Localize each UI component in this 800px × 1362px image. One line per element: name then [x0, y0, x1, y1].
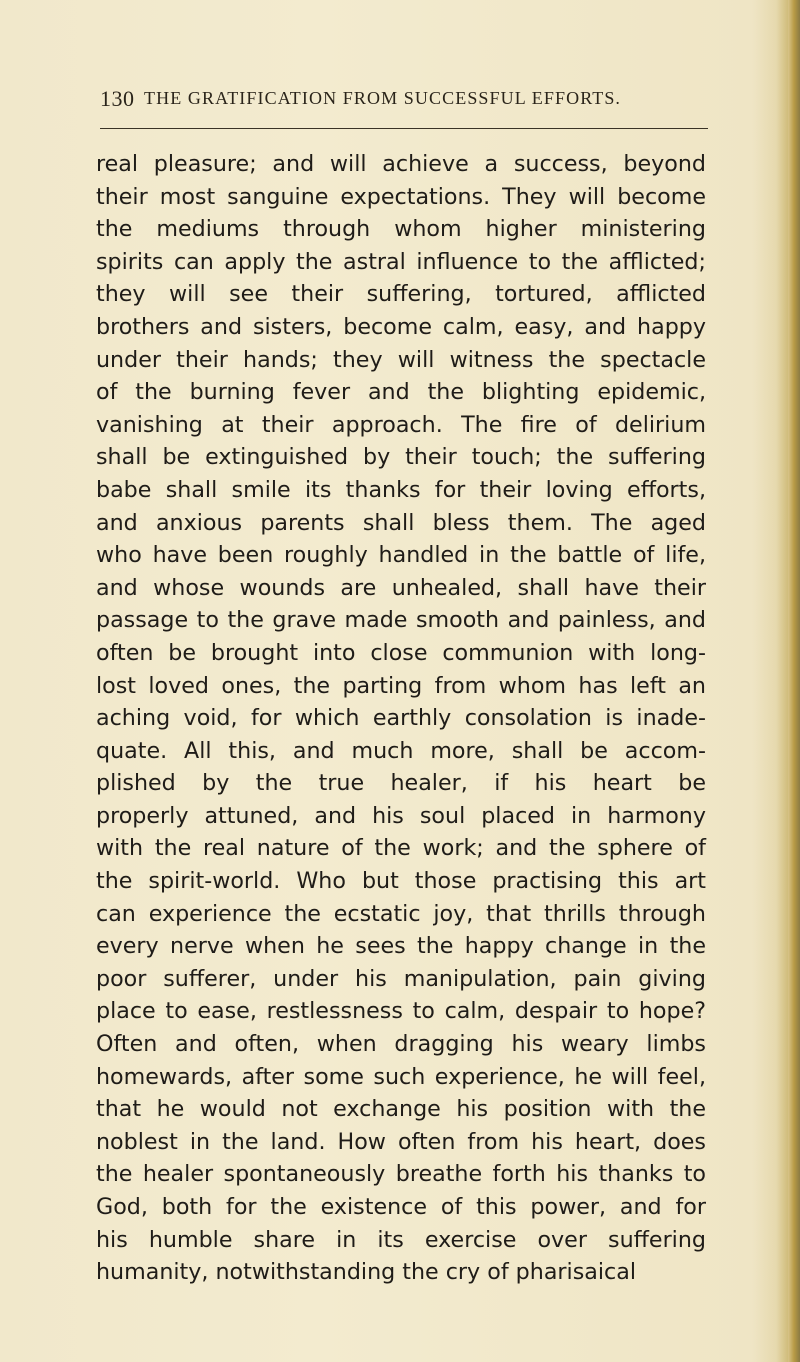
text-line: Often and often, when dragging his weary limbs [96, 1031, 706, 1058]
text-line: under their hands; they will witness the spectacle [96, 346, 706, 373]
text-line: place to ease, restlessness to calm, despair to hope? [96, 998, 706, 1025]
text-line: they will see their suffering, tortured, afflicted [96, 281, 706, 308]
text-line: properly attuned, and his soul placed in harmony [96, 802, 706, 829]
text-line: lost loved ones, the parting from whom has left an [96, 672, 706, 699]
text-line: spirits can apply the astral influence to the afflicted; [96, 248, 706, 275]
text-line: the mediums through whom higher ministering [96, 216, 706, 243]
text-line: and whose wounds are unhealed, shall have their [96, 574, 706, 601]
text-line: noblest in the land. How often from his heart, does [96, 1128, 706, 1155]
running-head: THE GRATIFICATION FROM SUCCESSFUL EFFORTS. [144, 88, 622, 108]
text-line: God, both for the existence of this power, and for [96, 1194, 706, 1220]
text-line: shall be extinguished by their touch; the suffering [96, 444, 706, 471]
text-line: often be brought into close communion with long- [96, 639, 706, 666]
page-number: 130 [100, 86, 135, 111]
text-line: quate. All this, and much more, shall be accom- [96, 737, 706, 764]
text-line: passage to the grave made smooth and painless, and [96, 607, 706, 634]
text-line: brothers and sisters, become calm, easy, and happy [96, 313, 706, 340]
page-edge [788, 0, 800, 1362]
text-line: poor sufferer, under his manipulation, pain giving [96, 965, 706, 992]
text-line: their most sanguine expectations. They will become [96, 183, 706, 210]
text-line: with the real nature of the work; and the sphere of [96, 835, 706, 862]
text-line: the healer spontaneously breathe forth his thanks to [96, 1161, 706, 1188]
text-line: plished by the true healer, if his heart be [96, 770, 706, 797]
text-line: of the burning fever and the blighting epidemic, [96, 379, 706, 406]
text-line: humanity, notwithstanding the cry of pharisaical [96, 1259, 636, 1286]
text-line: real pleasure; and will achieve a success, beyond [96, 151, 706, 177]
text-line: who have been roughly handled in the battle of life, [96, 542, 706, 569]
text-line: the spirit-world. Who but those practising this art [96, 868, 706, 895]
header-rule [100, 128, 708, 129]
text-line: homewards, after some such experience, he will feel, [96, 1063, 706, 1090]
text-line: babe shall smile its thanks for their loving efforts, [96, 476, 706, 503]
text-line: every nerve when he sees the happy change in the [96, 933, 706, 960]
page-header [100, 86, 740, 120]
text-line: and anxious parents shall bless them. The aged [96, 509, 706, 536]
text-line: that he would not exchange his position with the [96, 1096, 706, 1123]
text-line: vanishing at their approach. The fire of delirium [96, 411, 706, 438]
text-line: can experience the ecstatic joy, that thrills through [96, 900, 706, 927]
text-line: his humble share in its exercise over suffering [96, 1226, 706, 1253]
text-line: aching void, for which earthly consolation is inade- [96, 705, 706, 732]
body-paragraph [96, 148, 706, 1289]
